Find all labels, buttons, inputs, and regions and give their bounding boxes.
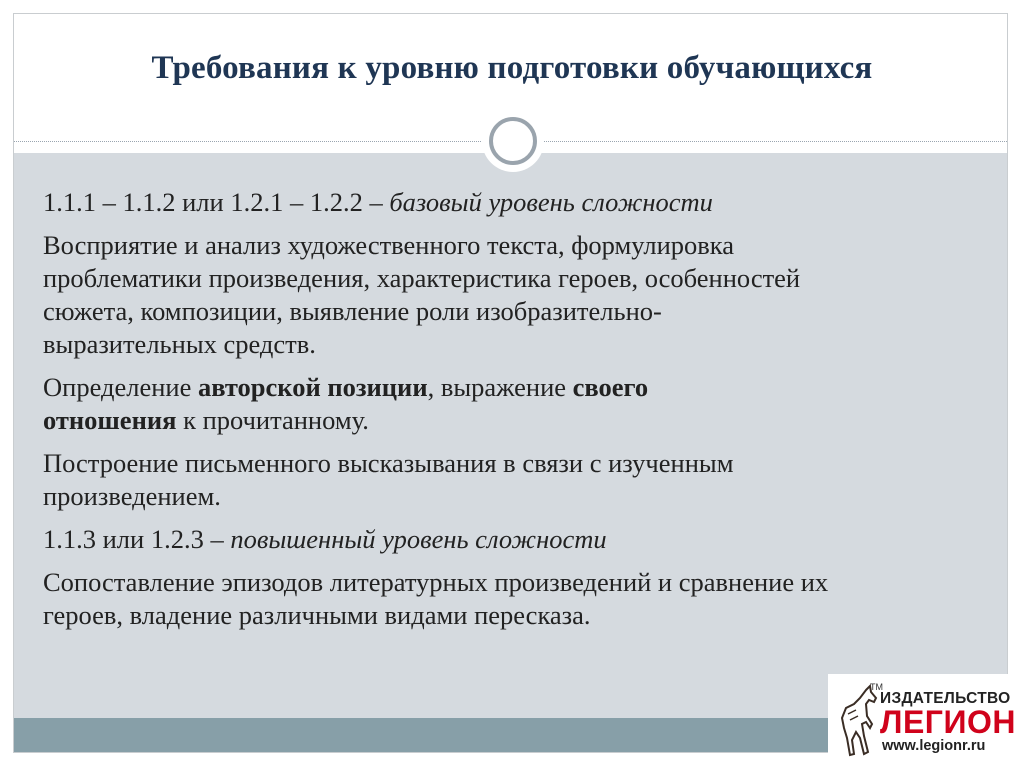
paragraph-writing (43, 447, 988, 513)
own-attitude-bold-1: своего (572, 372, 649, 402)
publisher-logo (828, 674, 1020, 764)
paragraph-author-position (43, 371, 988, 437)
advanced-level-label: повышенный уровень сложности (230, 524, 607, 554)
perception-line-1: Восприятие и анализ художественного текста, формулировка (43, 230, 734, 260)
brand-name: ЛЕГИОН (880, 704, 1016, 740)
author-position-text-2: , выражение (427, 372, 573, 402)
circle-ring-icon (489, 117, 537, 165)
writing-line-2: произведением. (43, 481, 221, 511)
horse-icon (836, 684, 880, 758)
basic-level-codes: 1.1.1 – 1.1.2 или 1.2.1 – 1.2.2 – (43, 187, 390, 217)
basic-level-label: базовый уровень сложности (389, 187, 713, 217)
writing-line-1: Построение письменного высказывания в связи с изученным (43, 448, 734, 478)
author-position-text-3: к прочитанному. (176, 405, 369, 435)
slide-body (43, 186, 988, 642)
paragraph-basic-level (43, 186, 988, 219)
perception-line-4: выразительных средств. (43, 329, 316, 359)
publisher-label: ИЗДАТЕЛЬСТВО (880, 690, 1011, 707)
perception-line-2: проблематики произведения, характеристика героев, особенностей (43, 263, 801, 293)
paragraph-perception (43, 229, 988, 361)
trademark-mark: TM (870, 682, 883, 692)
comparison-line-2: героев, владение различными видами пересказа. (43, 600, 591, 630)
advanced-level-codes: 1.1.3 или 1.2.3 – (43, 524, 231, 554)
paragraph-comparison (43, 566, 988, 632)
perception-line-3: сюжета, композиции, выявление роли изобразительно- (43, 296, 662, 326)
comparison-line-1: Сопоставление эпизодов литературных произведений и сравнение их (43, 567, 829, 597)
own-attitude-bold-2: отношения (43, 405, 177, 435)
website-label: www.legionr.ru (882, 738, 986, 754)
paragraph-advanced-level (43, 523, 988, 556)
slide-title: Требования к уровню подготовки обучающихся (151, 50, 873, 86)
author-position-bold: авторской позиции (197, 372, 428, 402)
author-position-text-1: Определение (43, 372, 198, 402)
